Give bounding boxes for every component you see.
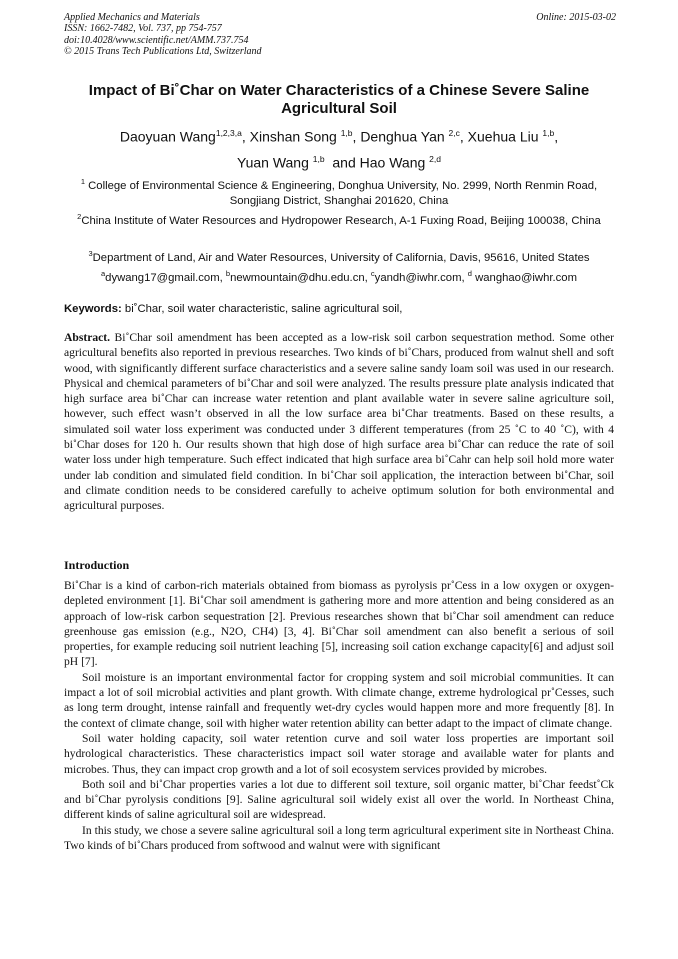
keywords-text: bi˚Char, soil water characteristic, saline agricultural soil, <box>124 303 403 315</box>
intro-paragraph-2: Soil moisture is an important environmental factor for cropping system and soil microbial communities. It can impact a lot of soil microbial activities and plant growth. With climate change, extreme hydrological pr˚Cesses, such as long term drought, intense rainfall and frequently wet-dry cycles would happen more and more frequently [8]. In the context of climate change, soil with higher water retention ability can better adapt to the impact of climate change. <box>64 670 614 730</box>
paper-title: Impact of Bi˚Char on Water Characteristics of a Chinese Severe Saline Agricultural Soil <box>88 82 590 117</box>
intro-paragraph-4: Both soil and bi˚Char properties varies a lot due to different soil texture, soil organic matter, bi˚Char feedst˚Ck and bi˚Char pyrolysis conditions [9]. Saline agricultural soil widely exist all over the world. In Northeast China, different kinds of saline agricultural soil are widespread. <box>64 777 614 822</box>
affiliation-3 <box>62 246 616 266</box>
affiliation-superscript: 1 <box>80 177 85 186</box>
online-date: Online: 2015-03-02 <box>536 12 616 23</box>
intro-paragraph-1: Bi˚Char is a kind of carbon-rich materials obtained from biomass as pyrolysis pr˚Cess in a low oxygen or oxygen-depleted environment [1]. Bi˚Char soil amendment is gathering more and more attention and being considered as an approach of low-risk carbon sequestration [2]. Previous researches shown that bi˚Char soil amendment can reduce greenhouse gas emission (e.g., N2O, CH4) [3, 4]. Bi˚Char soil amendment can also benefit a serious of soil properties, for example reducing soil nutrient leaching [5], increasing soil cation exchange capacity[6] and adjust soil pH [7]. <box>64 579 614 669</box>
author-superscript: 1,b <box>340 128 353 138</box>
affiliation-2 <box>62 209 616 229</box>
affiliation-text: China Institute of Water Resources and Hydropower Research, A-1 Fuxing Road, Beijing 100038, China <box>81 214 601 227</box>
affiliation-text: College of Environmental Science & Engineering, Donghua University, No. 2999, North Renmin Road, Songjiang District, Shanghai 201620, China <box>88 179 598 208</box>
affiliation-superscript: 3 <box>88 249 93 258</box>
email-link[interactable]: wanghao@iwhr.com <box>475 271 577 284</box>
introduction-body <box>64 578 614 853</box>
author-name: Xuehua Liu <box>467 128 539 145</box>
author-name: Xinshan Song <box>249 128 337 145</box>
email-superscript: d <box>467 269 472 278</box>
issn-line: ISSN: 1662-7482, Vol. 737, pp 754-757 <box>64 23 222 35</box>
author-connector: and <box>332 154 356 171</box>
email-superscript: b <box>225 269 231 278</box>
keywords-line <box>64 303 616 315</box>
email-superscript: c <box>370 269 375 278</box>
email-link[interactable]: dywang17@gmail.com, <box>105 271 226 284</box>
abstract-label: Abstract. <box>64 331 111 344</box>
affiliation-1 <box>62 174 616 210</box>
intro-paragraph-5: In this study, we chose a severe saline agricultural soil a long term agricultural experiment site in Northeast China. Two kinds of bi˚Chars produced from softwood and walnut were with significant <box>64 823 614 853</box>
email-link[interactable]: yandh@iwhr.com, <box>374 271 468 284</box>
doi-line: doi:10.4028/www.scientific.net/AMM.737.754 <box>64 34 249 46</box>
author-name: Hao Wang <box>359 154 426 171</box>
keywords-label: Keywords: <box>64 303 122 315</box>
author-list: Daoyuan Wang$^{1,2,3,a}$, Xinshan Song $^{1,b}$, Denghua Yan $^{2,c}$, Xuehua Liu $^{1,b}$, Yuan Wang $^{1,b}$ and Hao Wang $^{2,d}$ <box>119 128 559 171</box>
author-superscript: 1,2,3,a <box>215 128 242 138</box>
email-link[interactable]: newmountain@dhu.edu.cn, <box>230 271 371 284</box>
author-name: Denghua Yan <box>360 128 445 145</box>
affiliation-text: Department of Land, Air and Water Resources, University of California, Davis, 95616, United States <box>92 251 590 264</box>
intro-paragraph-3: Soil water holding capacity, soil water retention curve and soil water loss properties are important soil hydrological characteristics. These characteristics impact soil water storage and available water for plants and microbes. Thus, they can impact crop growth and a lot of soil ecosystem services provided by microbes. <box>64 731 614 776</box>
abstract-paragraph <box>64 330 614 514</box>
introduction-heading: Introduction <box>64 558 130 572</box>
author-superscript: 1,b <box>542 128 555 138</box>
affiliation-superscript: 2 <box>77 212 82 221</box>
journal-header <box>64 12 616 58</box>
author-superscript: 1,b <box>312 153 325 164</box>
author-superscript: 2,c <box>448 128 460 138</box>
copyright-line: © 2015 Trans Tech Publications Ltd, Switzerland <box>64 46 262 58</box>
author-name: Daoyuan Wang <box>119 128 216 145</box>
author-name: Yuan Wang <box>237 154 309 171</box>
email-superscript: a <box>100 269 106 278</box>
author-superscript: 2,d <box>429 153 441 164</box>
journal-name: Applied Mechanics and Materials <box>64 12 200 23</box>
email-list <box>62 266 616 286</box>
abstract-text: Bi˚Char soil amendment has been accepted as a low-risk soil carbon sequestration method. Some other agricultural benefits also reported in previous researches. Two kinds of bi˚Chars, produced from walnut shell and soft wood, with significantly different surface characteristics and a severe saline sandy loam soil was used in our research. Physical and chemical parameters of bi˚Char and soil were analyzed. The results pressure plate analysis indicated that high surface area bi˚Char can increase water retention and plant available water in severe saline agriculture soil, however, such effect wasn’t observed in all the low surface area bi˚Char treatments. Based on these results, a simulated soil water loss experiment was conducted under 3 different temperatures (from 25 ˚C to 40 ˚C), with 4 bi˚Char doses for 120 h. Our results shown that high dose of high surface area bi˚Char can reduce the rate of soil water loss under high temperature. Such effect indicated that high surface area bi˚Cahr can help soil hold more water under lab condition and simulated field condition. In bi˚Char soil application, the interaction between bi˚Char, soil and climate condition needs to be considered carefully to acheive optimum solution for both environmental and agricultural purposes. <box>64 331 615 513</box>
